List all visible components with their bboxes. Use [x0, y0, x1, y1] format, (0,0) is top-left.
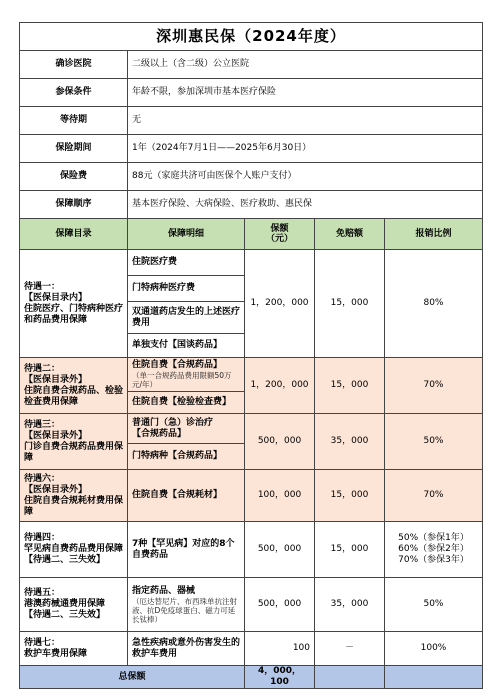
table-row	[20, 358, 483, 392]
info-row	[20, 135, 483, 163]
benefit-sheet	[19, 22, 482, 687]
catalog-cell: 待遇二： 【医保目录外】 住院自费合规药品、检验检查费用保障	[20, 358, 128, 414]
info-label: 等待期	[20, 107, 128, 135]
info-row	[20, 191, 483, 219]
detail-cell: 住院自费【检验检查费】	[128, 392, 245, 414]
deductible-cell: 15，000	[315, 522, 385, 578]
catalog-cell: 待遇三： 【医保目录外】 门诊自费合规药品费用保障	[20, 414, 128, 470]
detail-cell: 住院医疗费	[128, 250, 245, 276]
total-row	[20, 666, 483, 689]
info-label: 保险费	[20, 163, 128, 191]
detail-title: 住院自费【合规药品】	[132, 360, 223, 370]
info-value: 88元（家庭共济可由医保个人账户支付）	[128, 163, 483, 191]
detail-cell	[128, 358, 245, 392]
catalog-cell: 待遇六： 【医保目录外】 住院自费合规耗材费用保障	[20, 470, 128, 522]
ratio-cell: 80%	[385, 250, 483, 358]
detail-note: （厄达替尼片、布西珠单抗注射液、抗D免疫球蛋白、磁力可延长钛棒）	[132, 596, 237, 624]
header-amount: 保额 （元）	[245, 219, 315, 250]
catalog-cell: 待遇一： 【医保目录内】 住院医疗、门特病种医疗和药品费用保障	[20, 250, 128, 358]
detail-cell: 门特病种【合规药品】	[128, 444, 245, 470]
info-value: 年龄不限，参加深圳市基本医疗保险	[128, 79, 483, 107]
detail-title: 指定药品、器械	[132, 585, 196, 596]
detail-note: （单一合规药品费用限额50万元/年）	[132, 371, 232, 389]
detail-cell	[128, 578, 245, 632]
amount-cell: 500，000	[245, 522, 315, 578]
amount-cell: 1，200，000	[245, 250, 315, 358]
amount-cell: 100	[245, 632, 315, 666]
info-row	[20, 79, 483, 107]
ratio-cell: 70%	[385, 358, 483, 414]
deductible-cell: 35，000	[315, 578, 385, 632]
header-ratio: 报销比例	[385, 219, 483, 250]
ratio-cell: 50%（参保1年） 60%（参保2年） 70%（参保3年）	[385, 522, 483, 578]
info-value: 无	[128, 107, 483, 135]
table-row	[20, 632, 483, 666]
ratio-cell: 50%	[385, 414, 483, 470]
info-label: 保险期间	[20, 135, 128, 163]
catalog-cell: 待遇七： 救护车费用保障	[20, 632, 128, 666]
amount-cell: 100，000	[245, 470, 315, 522]
amount-cell: 1，200，000	[245, 358, 315, 414]
detail-cell: 门特病种医疗费	[128, 276, 245, 302]
deductible-cell: 15，000	[315, 358, 385, 414]
info-row	[20, 163, 483, 191]
benefit-table	[19, 22, 483, 689]
table-header-row	[20, 219, 483, 250]
info-label: 确诊医院	[20, 51, 128, 79]
total-empty-cell	[385, 666, 483, 689]
deductible-cell: 35，000	[315, 414, 385, 470]
header-detail: 保障明细	[128, 219, 245, 250]
deductible-cell: －	[315, 632, 385, 666]
info-value: 二级以上（含二级）公立医院	[128, 51, 483, 79]
info-label: 参保条件	[20, 79, 128, 107]
table-row	[20, 470, 483, 522]
header-deductible: 免赔额	[315, 219, 385, 250]
total-empty-cell	[315, 666, 385, 689]
info-row	[20, 107, 483, 135]
deductible-cell: 15，000	[315, 250, 385, 358]
detail-cell: 住院自费【合规耗材】	[128, 470, 245, 522]
detail-cell: 双通道药店发生的上述医疗费用	[128, 302, 245, 334]
ratio-cell: 70%	[385, 470, 483, 522]
amount-cell: 500，000	[245, 414, 315, 470]
total-amount: 4，000，100	[245, 666, 315, 689]
ratio-cell: 100%	[385, 632, 483, 666]
info-value: 基本医疗保险、大病保险、医疗救助、惠民保	[128, 191, 483, 219]
table-row	[20, 414, 483, 444]
table-row	[20, 250, 483, 276]
header-catalog: 保障目录	[20, 219, 128, 250]
total-label: 总保额	[20, 666, 245, 689]
amount-cell: 500，000	[245, 578, 315, 632]
catalog-cell: 待遇五： 港澳药械通费用保障 【待遇二、三失效】	[20, 578, 128, 632]
detail-cell: 急性疾病或意外伤害发生的救护车费用	[128, 632, 245, 666]
info-label: 保障顺序	[20, 191, 128, 219]
table-row	[20, 578, 483, 632]
info-value: 1年（2024年7月1日——2025年6月30日）	[128, 135, 483, 163]
table-row	[20, 522, 483, 578]
page-title: 深圳惠民保（2024年度）	[20, 23, 483, 51]
deductible-cell: 15，000	[315, 470, 385, 522]
info-row	[20, 51, 483, 79]
detail-cell: 7种【罕见病】对应的8个自费药品	[128, 522, 245, 578]
detail-cell: 普通门（急）诊治疗 【合规药品】	[128, 414, 245, 444]
ratio-cell: 50%	[385, 578, 483, 632]
detail-cell: 单独支付【国谈药品】	[128, 334, 245, 358]
catalog-cell: 待遇四： 罕见病自费药品费用保障 【待遇二、三失效】	[20, 522, 128, 578]
